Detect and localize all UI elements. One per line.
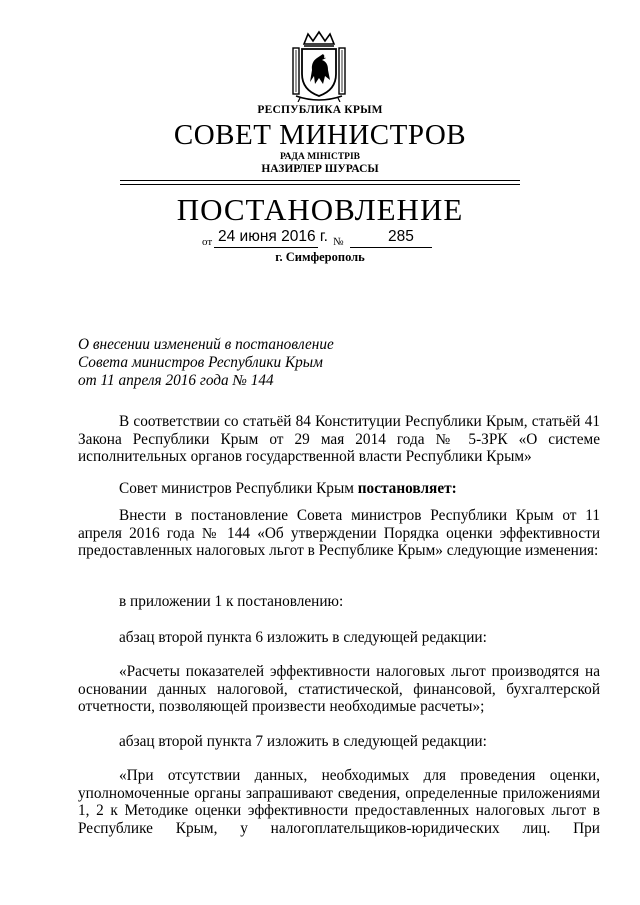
paragraph-item6: абзац второй пункта 6 изложить в следующей редакции: bbox=[119, 629, 487, 646]
document-number: 285 bbox=[388, 228, 414, 245]
document-date: 24 июня 2016 г. bbox=[218, 228, 328, 245]
paragraph-item7-text: «При отсутствии данных, необходимых для проведения оценки, уполномоченные органы запрашивают сведения, определенные приложениями 1, 2 к Методике оценки эффективности предоставленных налоговых льгот в Республике Крым, у налогоплательщиков-юридических лиц. При bbox=[78, 767, 600, 837]
number-underline bbox=[350, 247, 432, 248]
coat-of-arms-emblem bbox=[290, 30, 348, 102]
resolves-bold: постановляет: bbox=[357, 480, 457, 497]
paragraph-basis: В соответствии со статьёй 84 Конституции Республики Крым, статьёй 41 Закона Республики Крым от 29 мая 2014 года № 5-ЗРК «О системе исполнительных органов государственной власти Республики Крым» bbox=[78, 413, 600, 465]
number-label: № bbox=[333, 236, 344, 248]
header-council-ct: НАЗИРЛЕР ШУРАСЫ bbox=[261, 163, 379, 175]
header-divider-thin bbox=[120, 184, 520, 185]
header-council-ua: РАДА МІНІСТРІВ bbox=[279, 152, 360, 162]
paragraph-resolves bbox=[78, 480, 600, 498]
paragraph-amend: Внести в постановление Совета министров Республики Крым от 11 апреля 2016 года № 144 «Об утверждении Порядка оценки эффективности предоставленных налоговых льгот в Республике Крым» следующие изменения: bbox=[78, 507, 600, 559]
header-divider bbox=[120, 180, 520, 181]
document-title bbox=[78, 336, 334, 390]
header-council: СОВЕТ МИНИСТРОВ bbox=[173, 119, 467, 151]
date-underline bbox=[214, 247, 318, 248]
title-line: О внесении изменений в постановление bbox=[78, 336, 334, 353]
document-type: ПОСТАНОВЛЕНИЕ bbox=[176, 192, 464, 227]
date-line bbox=[200, 228, 440, 250]
paragraph-appendix: в приложении 1 к постановлению: bbox=[119, 593, 344, 610]
paragraph-item7: абзац второй пункта 7 изложить в следующей редакции: bbox=[119, 733, 487, 750]
title-line: Совета министров Республики Крым bbox=[78, 354, 323, 371]
paragraph-item6-text: «Расчеты показателей эффективности налоговых льгот производятся на основании данных налоговой, статистической, финансовой, бухгалтерской отчетности, позволяющей произвести необходимые расчеты»; bbox=[78, 663, 600, 715]
date-from-label: от bbox=[202, 236, 213, 248]
document-city: г. Симферополь bbox=[275, 250, 365, 264]
header-republic: РЕСПУБЛИКА КРЫМ bbox=[257, 104, 383, 116]
title-line: от 11 апреля 2016 года № 144 bbox=[78, 372, 274, 389]
resolves-text: Совет министров Республики Крым bbox=[119, 480, 358, 497]
